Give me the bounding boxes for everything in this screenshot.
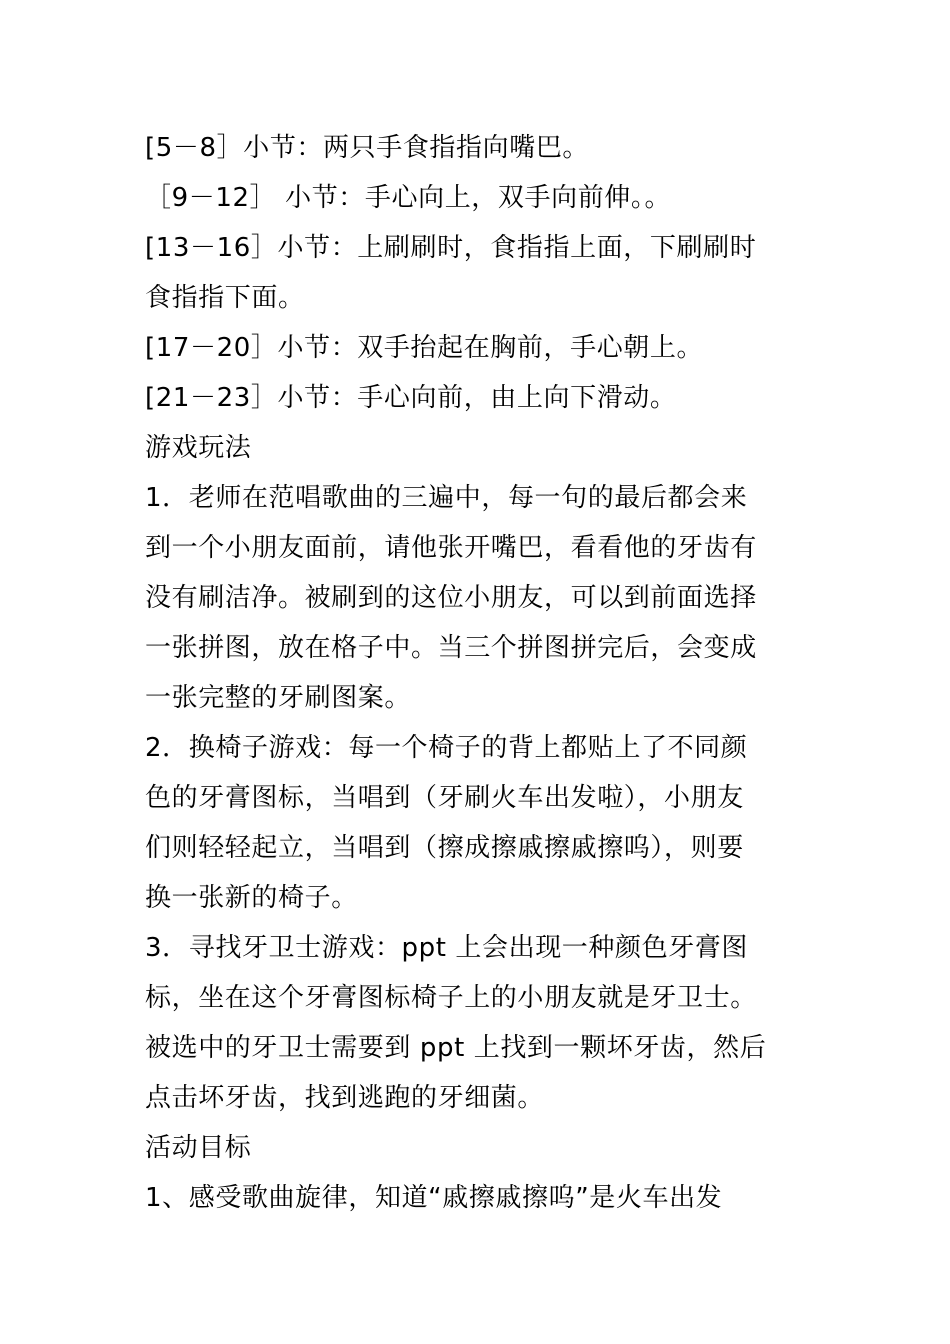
text-line-game-3-cont-3: 点击坏牙齿，找到逃跑的牙细菌。 <box>145 1083 545 1113</box>
text-line-game-1-cont-4: 一张完整的牙刷图案。 <box>145 683 412 713</box>
text-line-game-2-cont-3: 换一张新的椅子。 <box>145 883 358 913</box>
text-line-bars-13-16: [13－16］小节：上刷刷时，食指指上面，下刷刷时 <box>145 233 757 263</box>
text-line-goal-1: 1、感受歌曲旋律，知道“戚擦戚擦呜”是火车出发 <box>145 1183 723 1213</box>
text-line-game-2-cont-1: 色的牙膏图标，当唱到（牙刷火车出发啦），小朋友 <box>145 783 744 813</box>
text-line-game-1: 1．老师在范唱歌曲的三遍中，每一句的最后都会来 <box>145 483 748 513</box>
text-line-game-2: 2．换椅子游戏：每一个椅子的背上都贴上了不同颜 <box>145 733 748 763</box>
text-line-game-3-cont-1: 标，坐在这个牙膏图标椅子上的小朋友就是牙卫士。 <box>145 983 757 1013</box>
text-line-game-2-cont-2: 们则轻轻起立，当唱到（擦成擦戚擦戚擦呜），则要 <box>145 833 744 863</box>
text-line-bars-5-8: [5－8］小节：两只手食指指向嘴巴。 <box>145 133 590 163</box>
text-line-game-1-cont-3: 一张拼图，放在格子中。当三个拼图拼完后，会变成 <box>145 633 757 663</box>
text-line-bars-13-16-cont: 食指指下面。 <box>145 283 305 313</box>
text-line-game-1-cont-2: 没有刷洁净。被刷到的这位小朋友，可以到前面选择 <box>145 583 757 613</box>
text-line-game-3: 3．寻找牙卫士游戏：ppt 上会出现一种颜色牙膏图 <box>145 933 749 963</box>
section-heading-game-play: 游戏玩法 <box>145 433 252 463</box>
text-line-game-3-cont-2: 被选中的牙卫士需要到 ppt 上找到一颗坏牙齿，然后 <box>145 1033 767 1063</box>
document-body <box>145 123 810 1223</box>
section-heading-activity-goals: 活动目标 <box>145 1133 252 1163</box>
text-line-bars-21-23: [21－23］小节：手心向前，由上向下滑动。 <box>145 383 677 413</box>
text-line-bars-9-12: ［9－12］ 小节：手心向上，双手向前伸。。 <box>145 183 672 213</box>
text-line-bars-17-20: [17－20］小节：双手抬起在胸前，手心朝上。 <box>145 333 704 363</box>
text-line-game-1-cont-1: 到一个小朋友面前，请他张开嘴巴，看看他的牙齿有 <box>145 533 757 563</box>
